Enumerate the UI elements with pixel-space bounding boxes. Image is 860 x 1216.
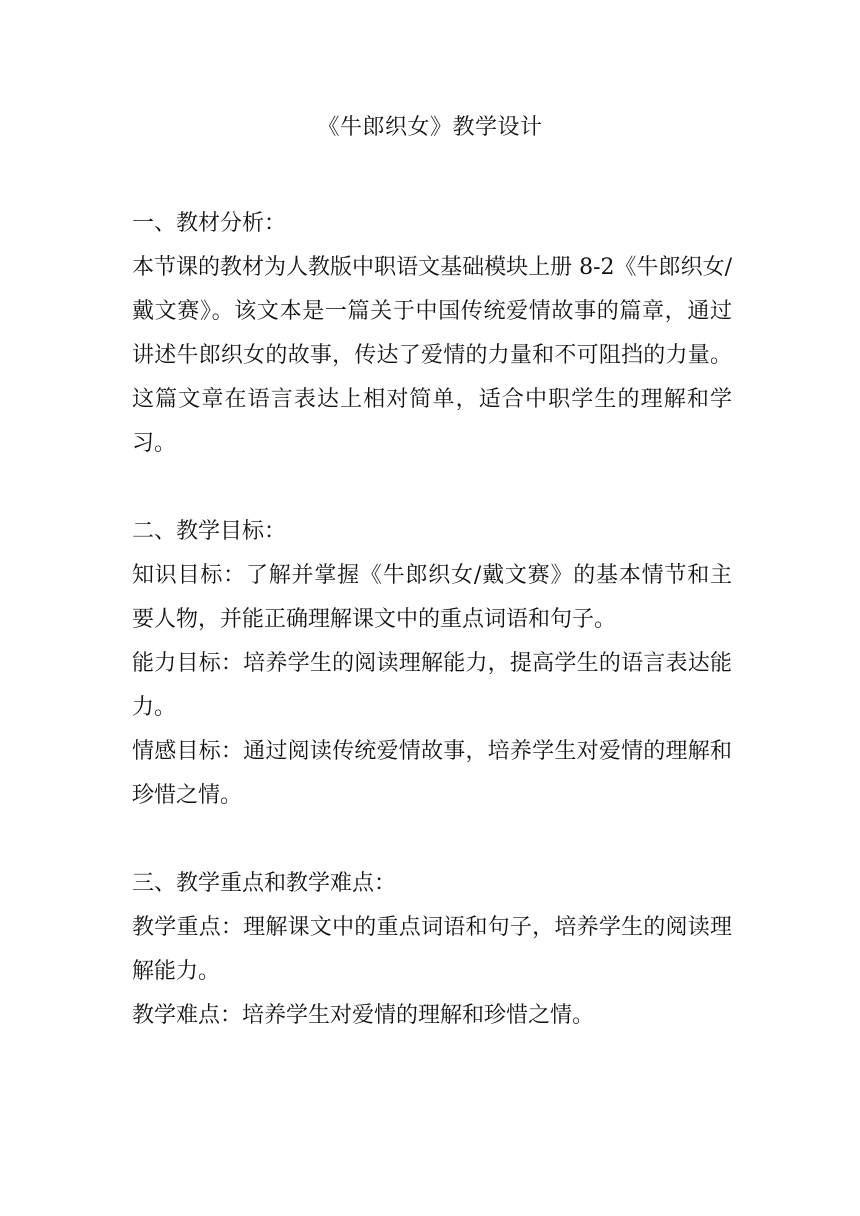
- section-spacer: [132, 818, 732, 862]
- section-spacer: [132, 466, 732, 510]
- document-title: 《牛郎织女》教学设计: [317, 115, 543, 140]
- section-2-heading: 二、教学目标：: [132, 519, 287, 544]
- section-1-paragraph: 本节课的教材为人教版中职语文基础模块上册 8-2《牛郎织女/戴文赛》。该文本是一篇关于中国传统爱情故事的篇章，通过讲述牛郎织女的故事，传达了爱情的力量和不可阻挡的力量。这篇文章在语言表达上相对简单，适合中职学生的理解和学习。: [132, 255, 732, 456]
- teaching-difficulty-paragraph: 教学难点：培养学生对爱情的理解和珍惜之情。: [132, 1003, 595, 1028]
- document-body: [132, 202, 732, 1038]
- knowledge-goal-paragraph: 知识目标：了解并掌握《牛郎织女/戴文赛》的基本情节和主要人物，并能正确理解课文中的重点词语和句子。: [132, 563, 732, 632]
- teaching-focus-paragraph: 教学重点：理解课文中的重点词语和句子，培养学生的阅读理解能力。: [132, 915, 732, 984]
- emotion-goal-paragraph: 情感目标：通过阅读传统爱情故事，培养学生对爱情的理解和珍惜之情。: [132, 739, 732, 808]
- section-1-heading: 一、教材分析：: [132, 211, 287, 236]
- section-3-heading: 三、教学重点和教学难点：: [132, 871, 397, 896]
- ability-goal-paragraph: 能力目标：培养学生的阅读理解能力，提高学生的语言表达能力。: [132, 651, 732, 720]
